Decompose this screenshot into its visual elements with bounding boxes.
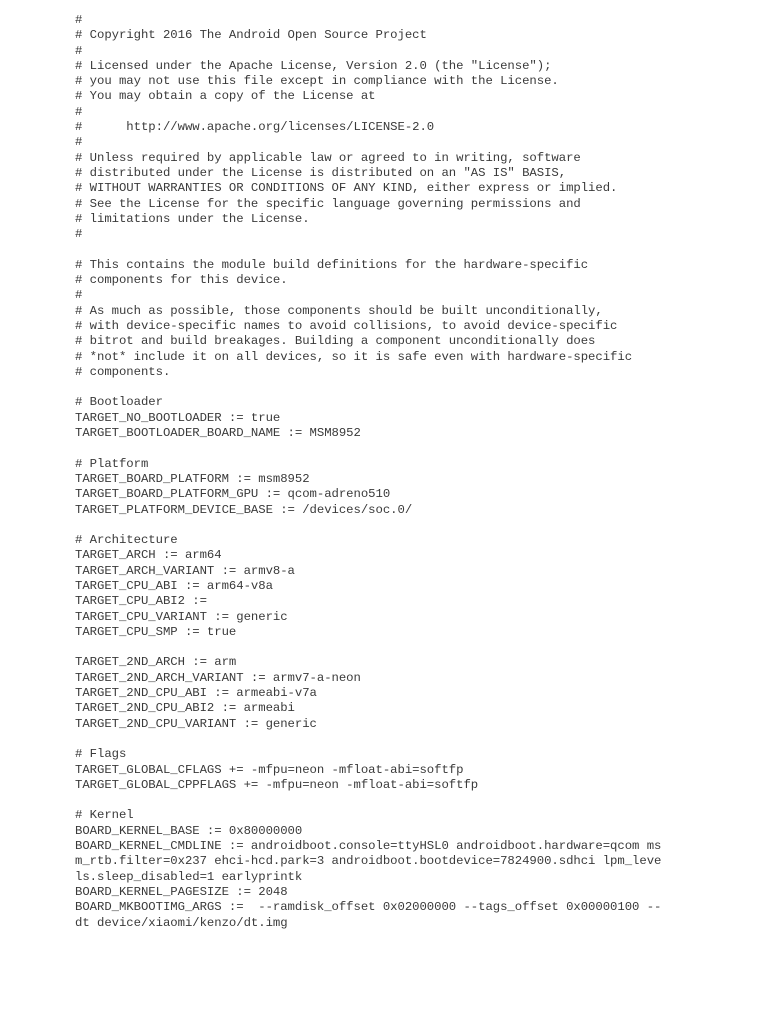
- code-line: # limitations under the License.: [75, 211, 310, 226]
- code-line: [75, 242, 755, 257]
- code-line: # Licensed under the Apache License, Version 2.0 (the "License");: [75, 58, 552, 73]
- code-line: TARGET_CPU_ABI2 :=: [75, 594, 207, 609]
- code-line: # components.: [75, 364, 171, 379]
- code-line: # See the License for the specific language governing permissions and: [75, 196, 581, 211]
- code-line: dt device/xiaomi/kenzo/dt.img: [75, 915, 288, 930]
- code-block: [75, 13, 755, 931]
- code-line: TARGET_2ND_CPU_VARIANT := generic: [75, 716, 317, 731]
- code-line: [75, 518, 755, 533]
- code-line: # Flags: [75, 747, 127, 762]
- code-line: TARGET_BOOTLOADER_BOARD_NAME := MSM8952: [75, 426, 361, 441]
- code-line: # You may obtain a copy of the License at: [75, 89, 376, 104]
- code-line: # WITHOUT WARRANTIES OR CONDITIONS OF ANY KIND, either express or implied.: [75, 181, 618, 196]
- code-line: # As much as possible, those components should be built unconditionally,: [75, 303, 603, 318]
- code-line: # Bootloader: [75, 395, 163, 410]
- code-line: TARGET_ARCH_VARIANT := armv8-a: [75, 563, 295, 578]
- code-line: TARGET_ARCH := arm64: [75, 548, 222, 563]
- code-line: #: [75, 13, 83, 27]
- code-line: TARGET_2ND_ARCH_VARIANT := armv7-a-neon: [75, 670, 361, 685]
- code-line: TARGET_GLOBAL_CFLAGS += -mfpu=neon -mfloat-abi=softfp: [75, 762, 464, 777]
- code-line: #: [75, 227, 83, 242]
- code-line: BOARD_KERNEL_CMDLINE := androidboot.console=ttyHSL0 androidboot.hardware=qcom ms: [75, 839, 662, 854]
- code-line: TARGET_CPU_ABI := arm64-v8a: [75, 578, 273, 593]
- code-line: TARGET_2ND_CPU_ABI := armeabi-v7a: [75, 686, 317, 701]
- code-line: # Unless required by applicable law or agreed to in writing, software: [75, 150, 581, 165]
- code-line: BOARD_KERNEL_BASE := 0x80000000: [75, 823, 303, 838]
- code-line: TARGET_PLATFORM_DEVICE_BASE := /devices/soc.0/: [75, 502, 413, 517]
- code-line: [75, 441, 755, 456]
- code-line: TARGET_BOARD_PLATFORM := msm8952: [75, 471, 310, 486]
- code-line: [75, 640, 755, 655]
- code-line: TARGET_GLOBAL_CPPFLAGS += -mfpu=neon -mfloat-abi=softfp: [75, 777, 479, 792]
- code-line: TARGET_CPU_VARIANT := generic: [75, 609, 288, 624]
- code-line: # distributed under the License is distributed on an "AS IS" BASIS,: [75, 165, 567, 180]
- code-line: # http://www.apache.org/licenses/LICENSE-2.0: [75, 120, 435, 135]
- code-line: [75, 380, 755, 395]
- code-line: # *not* include it on all devices, so it is safe even with hardware-specific: [75, 349, 633, 364]
- code-line: #: [75, 43, 83, 58]
- code-line: TARGET_BOARD_PLATFORM_GPU := qcom-adreno510: [75, 487, 391, 502]
- code-line: # Copyright 2016 The Android Open Source Project: [75, 28, 427, 43]
- code-line: BOARD_MKBOOTIMG_ARGS := --ramdisk_offset 0x02000000 --tags_offset 0x00000100 --: [75, 900, 662, 915]
- code-line: #: [75, 288, 83, 303]
- code-line: ls.sleep_disabled=1 earlyprintk: [75, 869, 303, 884]
- code-line: # This contains the module build definitions for the hardware-specific: [75, 257, 589, 272]
- code-line: # components for this device.: [75, 273, 288, 288]
- code-line: #: [75, 104, 83, 119]
- code-line: # Kernel: [75, 808, 134, 823]
- code-line: TARGET_CPU_SMP := true: [75, 624, 237, 639]
- code-line: # Architecture: [75, 533, 178, 548]
- code-line: TARGET_2ND_CPU_ABI2 := armeabi: [75, 701, 295, 716]
- code-line: m_rtb.filter=0x237 ehci-hcd.park=3 androidboot.bootdevice=7824900.sdhci lpm_leve: [75, 854, 662, 869]
- code-line: # you may not use this file except in compliance with the License.: [75, 74, 559, 89]
- code-line: TARGET_2ND_ARCH := arm: [75, 655, 237, 670]
- code-line: [75, 732, 755, 747]
- code-line: BOARD_KERNEL_PAGESIZE := 2048: [75, 884, 288, 899]
- code-line: # bitrot and build breakages. Building a component unconditionally does: [75, 334, 596, 349]
- code-line: #: [75, 135, 83, 150]
- code-line: # with device-specific names to avoid collisions, to avoid device-specific: [75, 318, 618, 333]
- code-line: [75, 793, 755, 808]
- code-line: # Platform: [75, 456, 149, 471]
- code-line: TARGET_NO_BOOTLOADER := true: [75, 410, 281, 425]
